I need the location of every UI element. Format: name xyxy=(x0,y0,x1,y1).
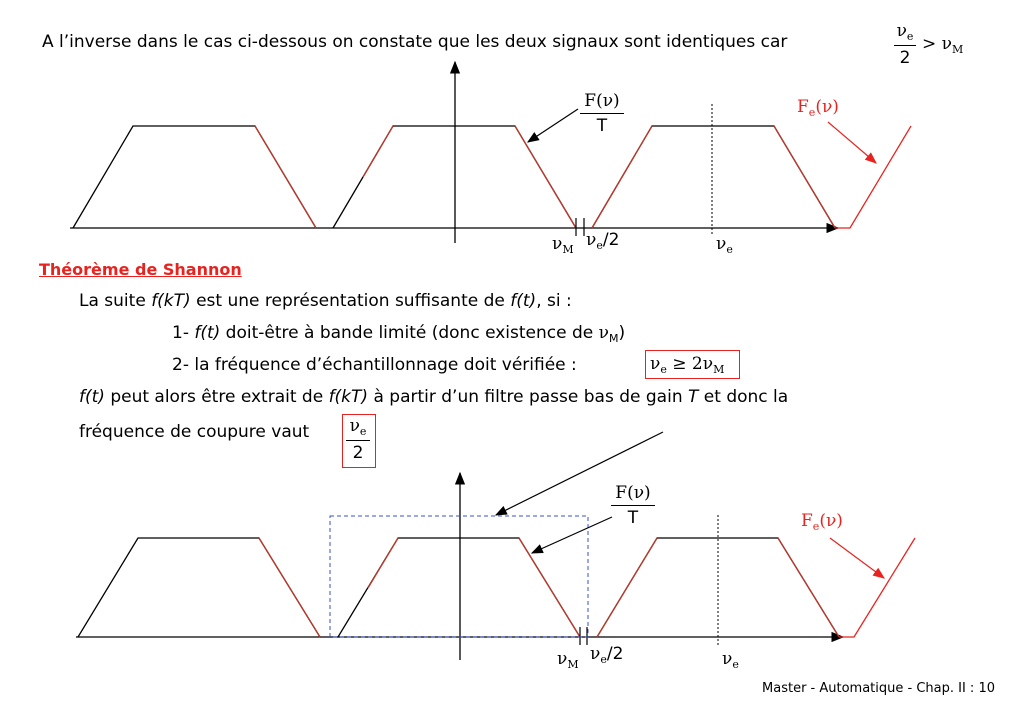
theorem-line2: 1- f(t) doit-être à bande limité (donc existence de $\nu_M$) xyxy=(172,323,626,345)
diagram1-tick-ve2: $\nu_e/2$ xyxy=(586,230,620,252)
diagram2-arrow-F xyxy=(532,517,612,553)
slide-footer: Master - Automatique - Chap. II : 10 xyxy=(762,681,995,696)
diagram1-label-F-over-T xyxy=(580,91,624,136)
diagram2-ideal-filter xyxy=(330,516,588,637)
theorem-line5: fréquence de coupure vaut xyxy=(79,422,310,442)
theorem-line4: f(t) peut alors être extrait de f(kT) à partir d’un filtre passe bas de gain T et donc la xyxy=(79,387,789,407)
diagram1 xyxy=(70,62,911,243)
diagram1-arrow-F xyxy=(528,109,578,142)
diagram1-spectrum-right xyxy=(592,126,835,228)
diagram2 xyxy=(76,432,915,660)
diagram2-label-F-over-T xyxy=(611,483,655,528)
theorem-line3: 2- la fréquence d’échantillonnage doit vérifiée : xyxy=(172,355,577,375)
diagram1-spectrum-red-edge xyxy=(835,126,911,228)
theorem-title: Théorème de Shannon xyxy=(39,260,242,279)
nyquist-condition: $\nu_e \ge 2\nu_M$ xyxy=(650,354,725,376)
diagram1-F-num: F(ν) xyxy=(584,91,620,111)
diagram1-label-Fe: $F_e(\nu)$ xyxy=(797,97,839,119)
diagram1-spectrum-left xyxy=(73,126,316,228)
diagram1-arrow-Fe xyxy=(828,122,876,163)
diagram2-tick-ve: $\nu_e$ xyxy=(722,649,739,671)
intro-frac-num: ν xyxy=(896,21,907,41)
diagram2-arrow-Fe xyxy=(830,538,884,578)
intro-nu-sub: M xyxy=(952,43,964,56)
cutoff-fraction: $\nu_e$ 2 xyxy=(346,416,370,463)
intro-sentence: A l’inverse dans le cas ci-dessous on constate que les deux signaux sont identiques car xyxy=(42,32,788,52)
diagram2-spectrum-left xyxy=(78,538,320,637)
diagram2-F-den: T xyxy=(627,508,639,528)
intro-frac-num-sub: e xyxy=(906,30,914,43)
diagram2-tick-vM: $\nu_M$ xyxy=(557,649,579,671)
intro-gt: > xyxy=(922,34,937,54)
diagram1-F-den: T xyxy=(596,116,608,136)
theorem-line1: La suite f(kT) est une représentation suffisante de f(t), si : xyxy=(79,291,572,311)
intro-nu: ν xyxy=(941,34,952,54)
diagram1-tick-ve: $\nu_e$ xyxy=(716,234,733,256)
intro-frac-den: 2 xyxy=(899,48,911,68)
diagram2-spectrum-center xyxy=(338,538,580,637)
diagram1-tick-vM: $\nu_M$ xyxy=(552,234,574,256)
diagram2-tick-ve2: $\nu_e/2$ xyxy=(590,644,624,666)
diagram2-F-num: F(ν) xyxy=(615,483,651,503)
diagram2-label-Fe: $F_e(\nu)$ xyxy=(801,511,843,533)
